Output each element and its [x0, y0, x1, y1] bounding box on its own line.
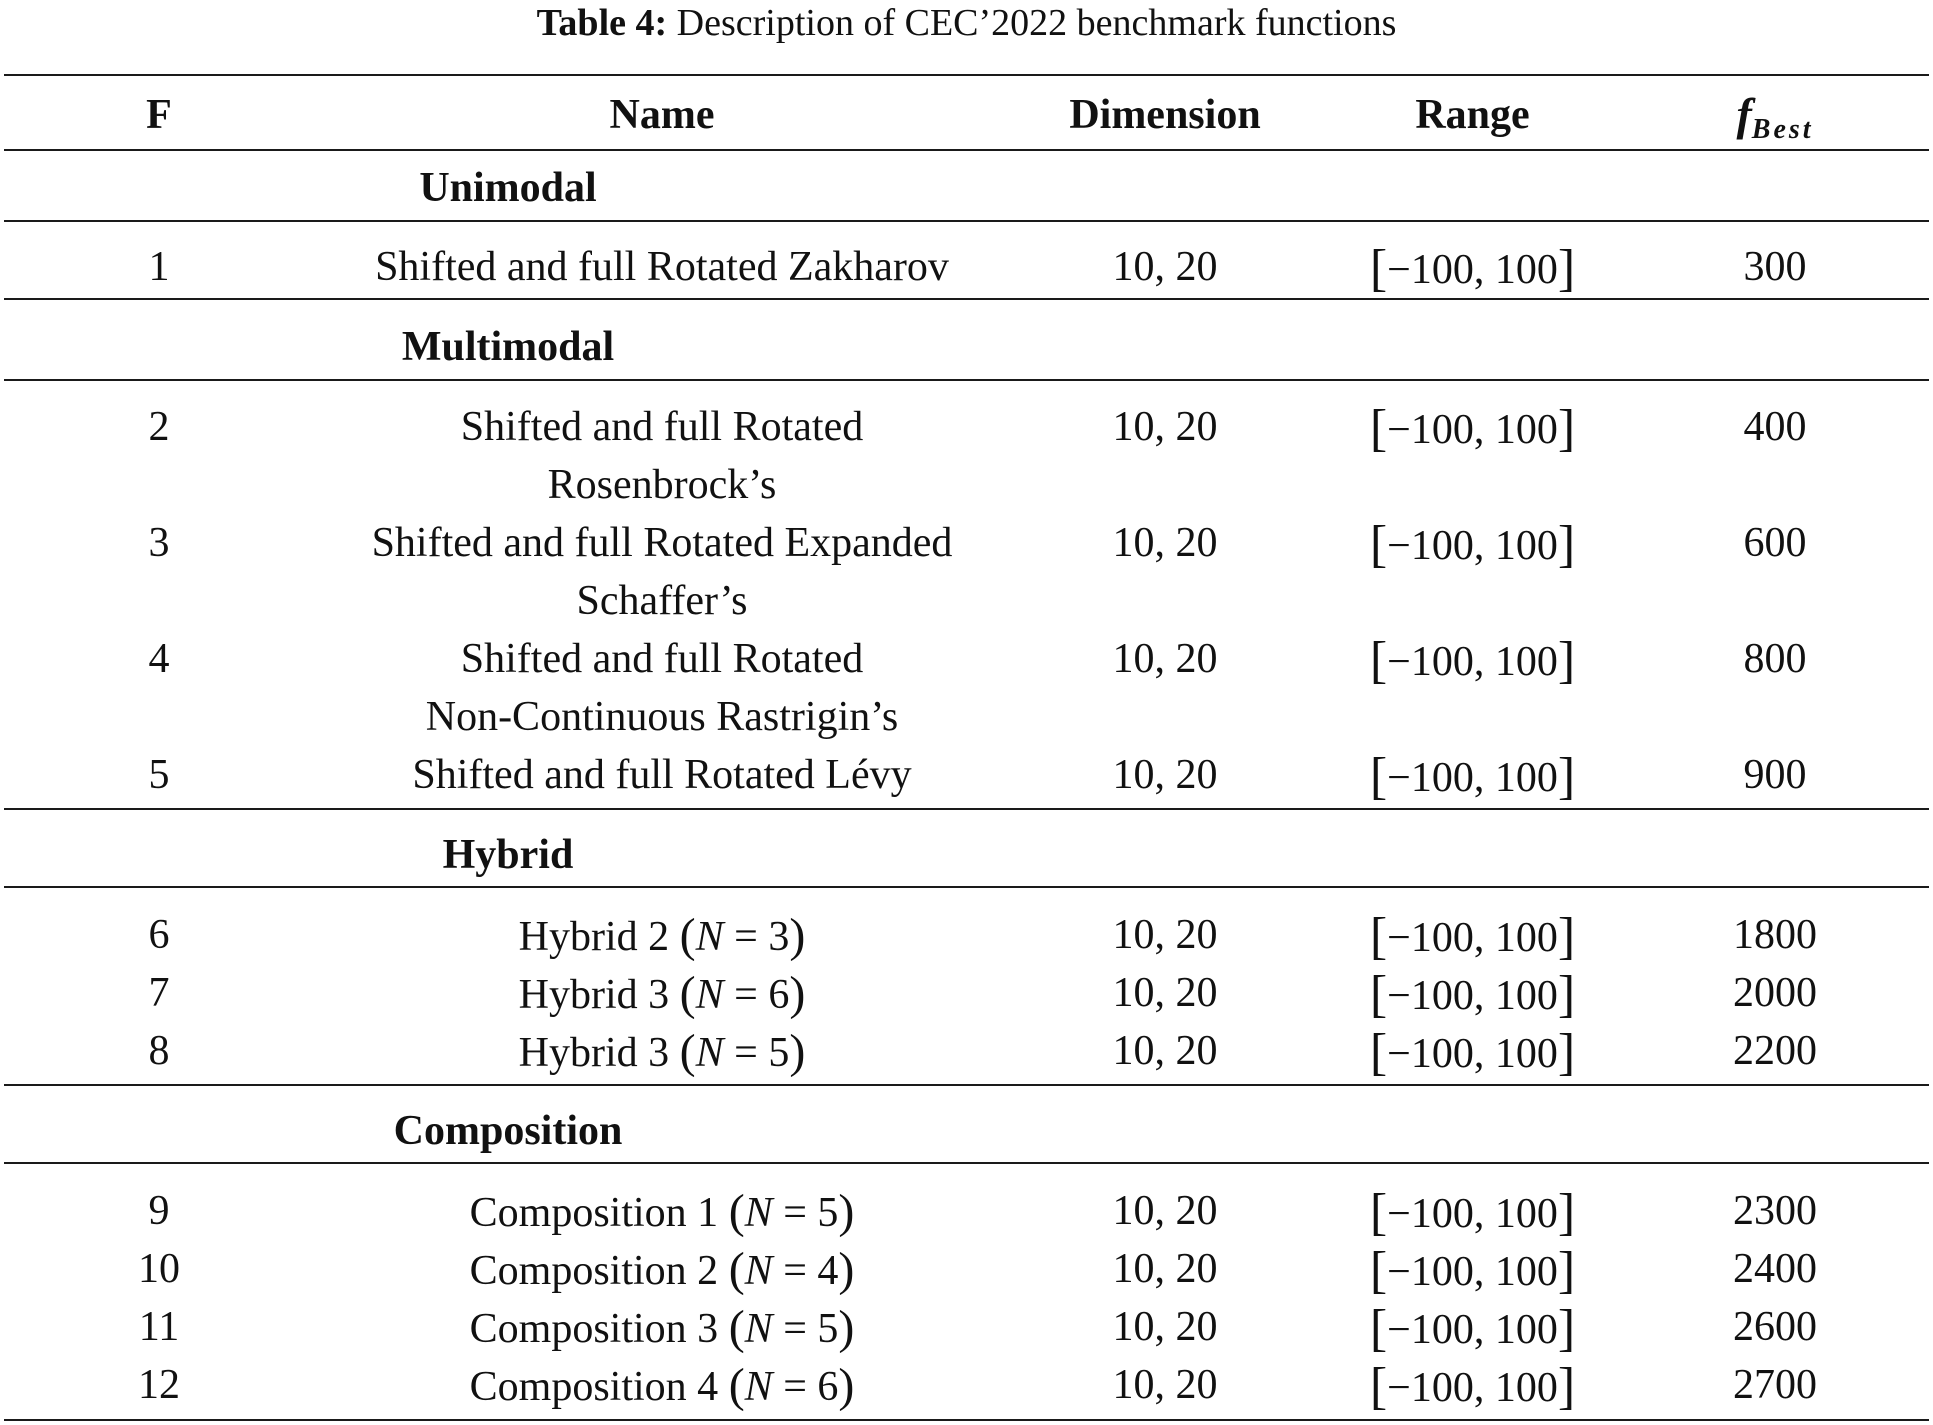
- var-eq: = 4: [772, 1248, 839, 1294]
- row-10-fbest: 2400: [1733, 1246, 1817, 1292]
- bracket-open: [: [1369, 1358, 1388, 1415]
- row-9-range: [1330, 1182, 1615, 1240]
- bracket-close: ]: [1557, 516, 1576, 573]
- paren-open: (: [728, 1359, 745, 1412]
- section-multimodal: Multimodal: [401, 324, 615, 370]
- row-4-fbest: 800: [1743, 636, 1807, 682]
- paren-close: ): [838, 1359, 855, 1412]
- bracket-open: [: [1369, 1024, 1388, 1081]
- paren-close: ): [838, 1301, 855, 1354]
- var-eq: = 3: [723, 914, 790, 960]
- range-value: −100, 100: [1387, 1307, 1558, 1353]
- bracket-close: ]: [1557, 908, 1576, 965]
- bracket-close: ]: [1557, 1184, 1576, 1241]
- bracket-close: ]: [1557, 966, 1576, 1023]
- bracket-close: ]: [1557, 240, 1576, 297]
- paren-open: (: [728, 1243, 745, 1296]
- var-n: N: [695, 972, 724, 1018]
- name-text: Hybrid 3: [518, 1030, 680, 1076]
- row-3-dimension: 10, 20: [1112, 520, 1218, 566]
- header-name: Name: [609, 92, 715, 138]
- bracket-open: [: [1369, 516, 1388, 573]
- name-text: Composition 1: [469, 1190, 729, 1236]
- range-value: −100, 100: [1387, 915, 1558, 961]
- bracket-open: [: [1369, 1300, 1388, 1357]
- paren-open: (: [728, 1185, 745, 1238]
- paren-close: ): [789, 967, 806, 1020]
- range-value: −100, 100: [1387, 755, 1558, 801]
- row-11-f: 11: [138, 1304, 180, 1350]
- caption-text: Description of CEC’2022 benchmark functions: [667, 2, 1397, 44]
- row-1-name: Shifted and full Rotated Zakharov: [375, 244, 949, 290]
- row-3-name-line2: Schaffer’s: [576, 578, 748, 624]
- name-text: Hybrid 3: [518, 972, 680, 1018]
- range-value: −100, 100: [1387, 523, 1558, 569]
- bracket-close: ]: [1557, 748, 1576, 805]
- name-text: Hybrid 2: [518, 914, 680, 960]
- row-5-range: [1330, 746, 1615, 804]
- range-value: −100, 100: [1387, 973, 1558, 1019]
- row-2-name-line1: Shifted and full Rotated: [460, 404, 864, 450]
- row-11-fbest: 2600: [1733, 1304, 1817, 1350]
- bracket-close: ]: [1557, 1358, 1576, 1415]
- hybrid-rule: [4, 886, 1929, 888]
- range-value: −100, 100: [1387, 1249, 1558, 1295]
- row-2-range: [1330, 398, 1615, 456]
- bracket-open: [: [1369, 240, 1388, 297]
- bracket-close: ]: [1557, 400, 1576, 457]
- paren-open: (: [728, 1301, 745, 1354]
- row-11-dimension: 10, 20: [1112, 1304, 1218, 1350]
- bottom-rule: [4, 1419, 1929, 1421]
- var-eq: = 5: [723, 1030, 790, 1076]
- fbest-subscript: Best: [1751, 114, 1814, 145]
- row-9-name: [320, 1182, 1004, 1240]
- row-5-f: 5: [148, 752, 170, 798]
- unimodal-rule: [4, 220, 1929, 222]
- name-text: Composition 3: [469, 1306, 729, 1352]
- row-12-dimension: 10, 20: [1112, 1362, 1218, 1408]
- row-7-name: [320, 964, 1004, 1022]
- bracket-open: [: [1369, 908, 1388, 965]
- row-8-f: 8: [148, 1028, 170, 1074]
- row-6-f: 6: [148, 912, 170, 958]
- row-1-f: 1: [148, 244, 170, 290]
- row-4-name-line2: Non-Continuous Rastrigin’s: [425, 694, 899, 740]
- header-f: F: [146, 92, 172, 138]
- row-3-name-line1: Shifted and full Rotated Expanded: [371, 520, 953, 566]
- row-11-name: [320, 1298, 1004, 1356]
- var-n: N: [744, 1306, 773, 1352]
- row-7-fbest: 2000: [1733, 970, 1817, 1016]
- row-4-dimension: 10, 20: [1112, 636, 1218, 682]
- row-6-dimension: 10, 20: [1112, 912, 1218, 958]
- row-2-f: 2: [148, 404, 170, 450]
- row-7-range: [1330, 964, 1615, 1022]
- row-7-f: 7: [148, 970, 170, 1016]
- bracket-open: [: [1369, 966, 1388, 1023]
- var-eq: = 5: [772, 1190, 839, 1236]
- row5-rule: [4, 808, 1929, 810]
- bracket-close: ]: [1557, 1024, 1576, 1081]
- range-value: −100, 100: [1387, 639, 1558, 685]
- row-12-range: [1330, 1356, 1615, 1414]
- row-8-dimension: 10, 20: [1112, 1028, 1218, 1074]
- bracket-close: ]: [1557, 1300, 1576, 1357]
- header-dimension: Dimension: [1069, 92, 1261, 138]
- bracket-close: ]: [1557, 1242, 1576, 1299]
- bracket-open: [: [1369, 400, 1388, 457]
- range-value: −100, 100: [1387, 1031, 1558, 1077]
- row1-rule: [4, 298, 1929, 300]
- row-7-dimension: 10, 20: [1112, 970, 1218, 1016]
- var-n: N: [695, 1030, 724, 1076]
- var-n: N: [744, 1190, 773, 1236]
- row-12-name: [320, 1356, 1004, 1414]
- header-rule: [4, 149, 1929, 151]
- bracket-open: [: [1369, 748, 1388, 805]
- paren-open: (: [679, 1025, 696, 1078]
- section-hybrid: Hybrid: [442, 832, 574, 878]
- row-1-fbest: 300: [1743, 244, 1807, 290]
- row-11-range: [1330, 1298, 1615, 1356]
- caption-label: Table 4:: [536, 2, 668, 44]
- multimodal-rule: [4, 379, 1929, 381]
- var-eq: = 5: [772, 1306, 839, 1352]
- row-8-range: [1330, 1022, 1615, 1080]
- row-9-fbest: 2300: [1733, 1188, 1817, 1234]
- row-2-dimension: 10, 20: [1112, 404, 1218, 450]
- composition-rule: [4, 1162, 1929, 1164]
- paren-open: (: [679, 967, 696, 1020]
- paren-close: ): [838, 1243, 855, 1296]
- var-n: N: [695, 914, 724, 960]
- name-text: Composition 4: [469, 1364, 729, 1410]
- var-eq: = 6: [772, 1364, 839, 1410]
- row-1-range: [1330, 238, 1615, 296]
- row-3-f: 3: [148, 520, 170, 566]
- bracket-close: ]: [1557, 632, 1576, 689]
- row-3-fbest: 600: [1743, 520, 1807, 566]
- range-value: −100, 100: [1387, 1191, 1558, 1237]
- row-4-range: [1330, 630, 1615, 688]
- paren-close: ): [789, 1025, 806, 1078]
- paren-close: ): [789, 909, 806, 962]
- row-10-dimension: 10, 20: [1112, 1246, 1218, 1292]
- name-text: Composition 2: [469, 1248, 729, 1294]
- row-4-f: 4: [148, 636, 170, 682]
- header-fbest: [1650, 86, 1900, 144]
- row8-rule: [4, 1084, 1929, 1086]
- range-value: −100, 100: [1387, 407, 1558, 453]
- row-2-fbest: 400: [1743, 404, 1807, 450]
- row-9-dimension: 10, 20: [1112, 1188, 1218, 1234]
- header-range: Range: [1415, 92, 1530, 138]
- bracket-open: [: [1369, 632, 1388, 689]
- row-5-fbest: 900: [1743, 752, 1807, 798]
- row-2-name-line2: Rosenbrock’s: [547, 462, 777, 508]
- row-12-f: 12: [138, 1362, 180, 1408]
- var-n: N: [744, 1364, 773, 1410]
- var-n: N: [744, 1248, 773, 1294]
- row-4-name-line1: Shifted and full Rotated: [460, 636, 864, 682]
- bracket-open: [: [1369, 1184, 1388, 1241]
- row-12-fbest: 2700: [1733, 1362, 1817, 1408]
- var-eq: = 6: [723, 972, 790, 1018]
- row-6-range: [1330, 906, 1615, 964]
- bracket-open: [: [1369, 1242, 1388, 1299]
- section-composition: Composition: [393, 1108, 623, 1154]
- row-9-f: 9: [148, 1188, 170, 1234]
- paren-close: ): [838, 1185, 855, 1238]
- row-6-fbest: 1800: [1733, 912, 1817, 958]
- row-3-range: [1330, 514, 1615, 572]
- row-5-name: Shifted and full Rotated Lévy: [412, 752, 912, 798]
- row-10-name: [320, 1240, 1004, 1298]
- row-6-name: [320, 906, 1004, 964]
- row-5-dimension: 10, 20: [1112, 752, 1218, 798]
- table-caption: [0, 0, 1933, 46]
- fbest-symbol: f: [1736, 89, 1752, 140]
- top-rule: [4, 74, 1929, 76]
- row-1-dimension: 10, 20: [1112, 244, 1218, 290]
- row-8-name: [320, 1022, 1004, 1080]
- range-value: −100, 100: [1387, 1365, 1558, 1411]
- range-value: −100, 100: [1387, 247, 1558, 293]
- row-8-fbest: 2200: [1733, 1028, 1817, 1074]
- row-10-f: 10: [138, 1246, 180, 1292]
- row-10-range: [1330, 1240, 1615, 1298]
- paren-open: (: [679, 909, 696, 962]
- section-unimodal: Unimodal: [419, 165, 597, 211]
